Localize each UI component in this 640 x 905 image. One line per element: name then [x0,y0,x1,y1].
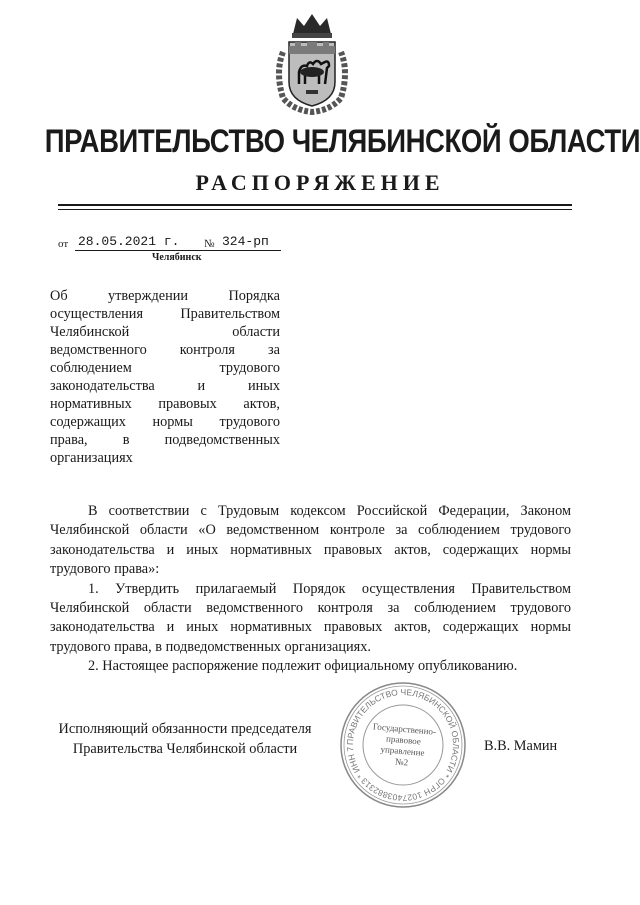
subject-word: трудового [219,414,280,430]
subject-line [50,413,280,431]
document-subject [50,287,280,467]
subject-word: за [268,342,280,358]
subject-word: в [122,432,130,448]
signer-position [50,719,320,759]
document-type: РАСПОРЯЖЕНИЕ [195,170,445,195]
subject-word: права, [50,432,88,448]
subject-line [50,449,280,467]
number-prefix: № [204,238,215,250]
subject-word: Об [50,288,68,304]
subject-word: утверждении [108,288,189,304]
subject-word: Челябинской [50,324,130,340]
body-paragraph: 1. Утвердить прилагаемый Порядок осуществления Правительством Челябинской области ведомственного контроля за соблюдением трудового законодательства и иных нормативных правовых актов, содержащих нормы трудового права, в подведомственных организациях. [50,580,571,655]
subject-line [50,341,280,359]
subject-word: контроля [179,342,235,358]
subject-line [50,287,280,305]
document-number: 324-рп [222,234,269,249]
document-date: 28.05.2021 г. [78,234,180,249]
signer-name: В.В. Мамин [484,738,558,754]
subject-word: ведомственного [50,342,147,358]
date-prefix: от [58,238,69,250]
subject-word: содержащих [50,414,126,430]
subject-line [50,395,280,413]
seal-center-line: №2 [394,756,409,768]
subject-word: иных [247,378,280,394]
subject-word: Правительством [180,306,280,322]
government-title: ПРАВИТЕЛЬСТВО ЧЕЛЯБИНСКОЙ ОБЛАСТИ [44,123,640,159]
header-rule-thin [58,209,572,210]
body-paragraph: В соответствии с Трудовым кодексом Российской Федерации, Законом Челябинской области «О ведомственном контроле за соблюдением трудового законодательства и иных нормативных правовых актов, содержащих нормы трудового права»: [50,503,571,578]
subject-line [50,305,280,323]
header-rule-thick [58,204,572,206]
signer-position-line: Исполняющий обязанности председателя [58,721,312,737]
subject-line [50,377,280,395]
seal-center-line: правовое [385,733,422,747]
subject-word: организациях [50,450,133,466]
seal-center-text [366,721,440,771]
signer-position-line: Правительства Челябинской области [72,741,298,757]
subject-word: нормативных [50,396,132,412]
date-underline [75,250,220,251]
subject-word: и [197,378,206,394]
coat-of-arms-icon [271,12,353,116]
seal-ring-text: ПРАВИТЕЛЬСТВО ЧЕЛЯБИНСКОЙ ОБЛАСТИ * ОГРН 1027403882313 * ИНН 7 [344,686,462,804]
subject-word: области [232,324,280,340]
subject-word: Порядка [228,288,280,304]
document-body [50,502,571,677]
subject-word: актов, [243,396,280,412]
seal-center-line: управление [380,744,425,758]
seal-center-line: Государственно- [372,721,437,737]
subject-word: соблюдением [50,360,132,376]
subject-line [50,359,280,377]
subject-line [50,323,280,341]
subject-line [50,431,280,449]
subject-word: законодательства [50,378,155,394]
subject-word: осуществления [50,306,144,322]
subject-word: нормы [152,414,193,430]
body-paragraph: 2. Настоящее распоряжение подлежит официальному опубликованию. [88,658,518,675]
subject-word: правовых [158,396,217,412]
city-name: Челябинск [152,252,202,263]
number-underline [218,250,281,251]
subject-word: трудового [219,360,280,376]
subject-word: подведомственных [164,432,280,448]
